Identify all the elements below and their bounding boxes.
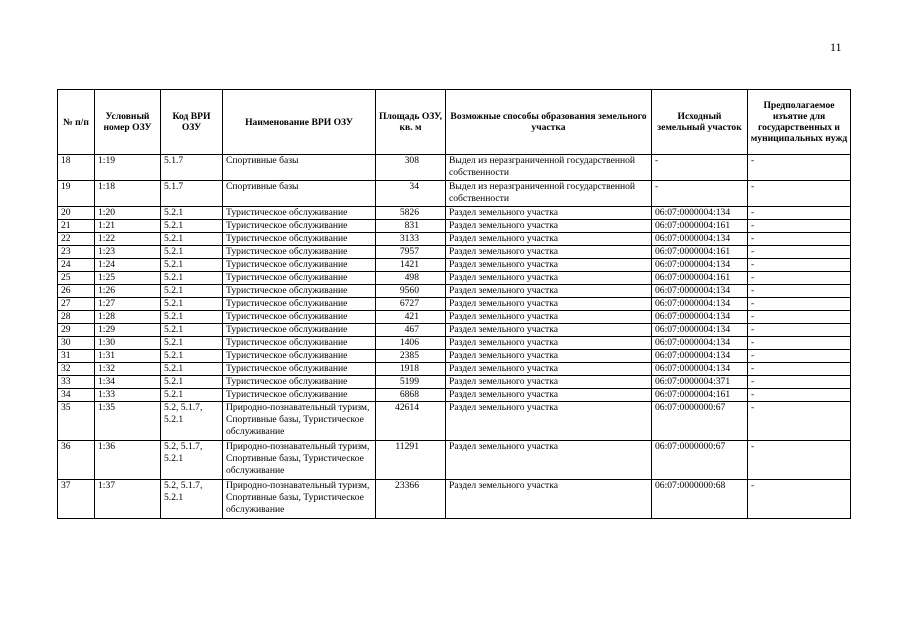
cell-use-name: Природно-познавательный туризм, Спортивные базы, Туристическое обслуживание bbox=[223, 441, 376, 480]
cell-use-code: 5.2.1 bbox=[161, 220, 223, 233]
cell-area: 5199 bbox=[376, 376, 446, 389]
cell-area: 498 bbox=[376, 272, 446, 285]
cell-row-number: 23 bbox=[58, 246, 95, 259]
cell-use-name: Спортивные базы bbox=[223, 155, 376, 181]
cell-formation-method: Раздел земельного участка bbox=[446, 311, 652, 324]
page-number: 11 bbox=[830, 40, 842, 54]
cell-plot-id: 1:33 bbox=[95, 389, 161, 402]
cell-use-name: Туристическое обслуживание bbox=[223, 272, 376, 285]
cell-source-plot: 06:07:0000004:134 bbox=[652, 337, 748, 350]
cell-source-plot: 06:07:0000000:67 bbox=[652, 441, 748, 480]
cell-withdrawal: - bbox=[748, 259, 851, 272]
cell-withdrawal: - bbox=[748, 220, 851, 233]
cell-formation-method: Раздел земельного участка bbox=[446, 272, 652, 285]
cell-use-code: 5.2.1 bbox=[161, 246, 223, 259]
cell-row-number: 34 bbox=[58, 389, 95, 402]
cell-source-plot: 06:07:0000004:134 bbox=[652, 350, 748, 363]
cell-area: 467 bbox=[376, 324, 446, 337]
cell-row-number: 24 bbox=[58, 259, 95, 272]
cell-area: 831 bbox=[376, 220, 446, 233]
cell-row-number: 28 bbox=[58, 311, 95, 324]
cell-use-code: 5.2.1 bbox=[161, 376, 223, 389]
cell-use-code: 5.2.1 bbox=[161, 272, 223, 285]
cell-withdrawal: - bbox=[748, 363, 851, 376]
cell-withdrawal: - bbox=[748, 285, 851, 298]
cell-plot-id: 1:21 bbox=[95, 220, 161, 233]
table-row bbox=[58, 324, 851, 337]
cell-formation-method: Раздел земельного участка bbox=[446, 480, 652, 519]
column-header-plot-id: Условный номер ОЗУ bbox=[95, 90, 161, 155]
cell-source-plot: 06:07:0000000:68 bbox=[652, 480, 748, 519]
cell-withdrawal: - bbox=[748, 337, 851, 350]
column-header-withdrawal: Предполагаемое изъятие для государственных и муниципальных нужд bbox=[748, 90, 851, 155]
cell-use-name: Природно-познавательный туризм, Спортивные базы, Туристическое обслуживание bbox=[223, 480, 376, 519]
cell-area: 5826 bbox=[376, 207, 446, 220]
cell-source-plot: 06:07:0000004:134 bbox=[652, 207, 748, 220]
cell-area: 11291 bbox=[376, 441, 446, 480]
cell-withdrawal: - bbox=[748, 350, 851, 363]
cell-use-code: 5.2.1 bbox=[161, 259, 223, 272]
table-row bbox=[58, 441, 851, 480]
cell-source-plot: 06:07:0000004:134 bbox=[652, 285, 748, 298]
cell-formation-method: Раздел земельного участка bbox=[446, 389, 652, 402]
cell-row-number: 21 bbox=[58, 220, 95, 233]
table-row bbox=[58, 363, 851, 376]
cell-area: 6727 bbox=[376, 298, 446, 311]
cell-row-number: 32 bbox=[58, 363, 95, 376]
cell-use-code: 5.2, 5.1.7, 5.2.1 bbox=[161, 402, 223, 441]
cell-plot-id: 1:23 bbox=[95, 246, 161, 259]
cell-use-code: 5.2.1 bbox=[161, 363, 223, 376]
cell-use-code: 5.1.7 bbox=[161, 181, 223, 207]
cell-use-code: 5.2.1 bbox=[161, 233, 223, 246]
cell-row-number: 36 bbox=[58, 441, 95, 480]
cell-plot-id: 1:27 bbox=[95, 298, 161, 311]
cell-formation-method: Раздел земельного участка bbox=[446, 337, 652, 350]
table-row bbox=[58, 402, 851, 441]
cell-plot-id: 1:34 bbox=[95, 376, 161, 389]
cell-use-name: Туристическое обслуживание bbox=[223, 233, 376, 246]
cell-area: 9560 bbox=[376, 285, 446, 298]
cell-source-plot: 06:07:0000004:134 bbox=[652, 298, 748, 311]
column-header-area: Площадь ОЗУ, кв. м bbox=[376, 90, 446, 155]
cell-use-code: 5.2.1 bbox=[161, 311, 223, 324]
cell-source-plot: 06:07:0000004:161 bbox=[652, 272, 748, 285]
cell-plot-id: 1:29 bbox=[95, 324, 161, 337]
cell-use-name: Природно-познавательный туризм, Спортивные базы, Туристическое обслуживание bbox=[223, 402, 376, 441]
cell-area: 2385 bbox=[376, 350, 446, 363]
cell-formation-method: Раздел земельного участка bbox=[446, 441, 652, 480]
cell-row-number: 20 bbox=[58, 207, 95, 220]
cell-formation-method: Раздел земельного участка bbox=[446, 298, 652, 311]
table-row bbox=[58, 389, 851, 402]
cell-plot-id: 1:37 bbox=[95, 480, 161, 519]
cell-row-number: 30 bbox=[58, 337, 95, 350]
cell-formation-method: Раздел земельного участка bbox=[446, 220, 652, 233]
cell-area: 1918 bbox=[376, 363, 446, 376]
table-row bbox=[58, 155, 851, 181]
cell-source-plot: 06:07:0000004:134 bbox=[652, 233, 748, 246]
cell-formation-method: Раздел земельного участка bbox=[446, 207, 652, 220]
cell-use-name: Туристическое обслуживание bbox=[223, 259, 376, 272]
cell-area: 421 bbox=[376, 311, 446, 324]
cell-plot-id: 1:22 bbox=[95, 233, 161, 246]
cell-source-plot: - bbox=[652, 155, 748, 181]
column-header-use-code: Код ВРИ ОЗУ bbox=[161, 90, 223, 155]
cell-withdrawal: - bbox=[748, 246, 851, 259]
cell-area: 7957 bbox=[376, 246, 446, 259]
table-row bbox=[58, 246, 851, 259]
cell-source-plot: 06:07:0000004:134 bbox=[652, 259, 748, 272]
cell-use-code: 5.1.7 bbox=[161, 155, 223, 181]
table-row bbox=[58, 350, 851, 363]
cell-use-code: 5.2.1 bbox=[161, 285, 223, 298]
cell-use-name: Туристическое обслуживание bbox=[223, 389, 376, 402]
cell-withdrawal: - bbox=[748, 480, 851, 519]
cell-use-name: Туристическое обслуживание bbox=[223, 337, 376, 350]
column-header-use-name: Наименование ВРИ ОЗУ bbox=[223, 90, 376, 155]
cell-source-plot: - bbox=[652, 181, 748, 207]
cell-withdrawal: - bbox=[748, 389, 851, 402]
cell-use-name: Туристическое обслуживание bbox=[223, 363, 376, 376]
table-row bbox=[58, 207, 851, 220]
cell-withdrawal: - bbox=[748, 233, 851, 246]
cell-use-code: 5.2, 5.1.7, 5.2.1 bbox=[161, 441, 223, 480]
cell-withdrawal: - bbox=[748, 155, 851, 181]
cell-plot-id: 1:32 bbox=[95, 363, 161, 376]
cell-withdrawal: - bbox=[748, 311, 851, 324]
cell-row-number: 26 bbox=[58, 285, 95, 298]
cell-plot-id: 1:19 bbox=[95, 155, 161, 181]
cell-area: 34 bbox=[376, 181, 446, 207]
column-header-number: № п/п bbox=[58, 90, 95, 155]
cell-use-code: 5.2.1 bbox=[161, 350, 223, 363]
cell-area: 308 bbox=[376, 155, 446, 181]
cell-row-number: 31 bbox=[58, 350, 95, 363]
cell-formation-method: Раздел земельного участка bbox=[446, 324, 652, 337]
table-row bbox=[58, 285, 851, 298]
cell-source-plot: 06:07:0000000:67 bbox=[652, 402, 748, 441]
cell-row-number: 25 bbox=[58, 272, 95, 285]
cell-use-name: Туристическое обслуживание bbox=[223, 285, 376, 298]
table-row bbox=[58, 298, 851, 311]
cell-row-number: 29 bbox=[58, 324, 95, 337]
table-row bbox=[58, 272, 851, 285]
cell-source-plot: 06:07:0000004:161 bbox=[652, 220, 748, 233]
cell-area: 42614 bbox=[376, 402, 446, 441]
column-header-formation-method: Возможные способы образования земельного участка bbox=[446, 90, 652, 155]
table-row bbox=[58, 337, 851, 350]
cell-formation-method: Раздел земельного участка bbox=[446, 402, 652, 441]
cell-use-name: Туристическое обслуживание bbox=[223, 376, 376, 389]
table-row bbox=[58, 220, 851, 233]
cell-plot-id: 1:18 bbox=[95, 181, 161, 207]
cell-use-name: Туристическое обслуживание bbox=[223, 246, 376, 259]
cell-withdrawal: - bbox=[748, 376, 851, 389]
cell-use-name: Туристическое обслуживание bbox=[223, 220, 376, 233]
cell-row-number: 35 bbox=[58, 402, 95, 441]
cell-plot-id: 1:26 bbox=[95, 285, 161, 298]
cell-use-name: Туристическое обслуживание bbox=[223, 298, 376, 311]
table-row bbox=[58, 311, 851, 324]
cell-formation-method: Выдел из неразграниченной государственной собственности bbox=[446, 155, 652, 181]
cell-plot-id: 1:30 bbox=[95, 337, 161, 350]
cell-formation-method: Раздел земельного участка bbox=[446, 233, 652, 246]
cell-row-number: 27 bbox=[58, 298, 95, 311]
cell-use-name: Туристическое обслуживание bbox=[223, 311, 376, 324]
cell-withdrawal: - bbox=[748, 298, 851, 311]
cell-area: 1406 bbox=[376, 337, 446, 350]
cell-plot-id: 1:36 bbox=[95, 441, 161, 480]
cell-area: 3133 bbox=[376, 233, 446, 246]
table-row bbox=[58, 259, 851, 272]
cell-source-plot: 06:07:0000004:134 bbox=[652, 311, 748, 324]
cell-area: 23366 bbox=[376, 480, 446, 519]
cell-source-plot: 06:07:0000004:371 bbox=[652, 376, 748, 389]
table-row bbox=[58, 181, 851, 207]
cell-row-number: 19 bbox=[58, 181, 95, 207]
cell-source-plot: 06:07:0000004:134 bbox=[652, 363, 748, 376]
cell-formation-method: Раздел земельного участка bbox=[446, 350, 652, 363]
cell-source-plot: 06:07:0000004:161 bbox=[652, 389, 748, 402]
cell-formation-method: Раздел земельного участка bbox=[446, 376, 652, 389]
cell-use-code: 5.2.1 bbox=[161, 324, 223, 337]
table-body bbox=[58, 155, 851, 519]
cell-use-name: Спортивные базы bbox=[223, 181, 376, 207]
cell-use-name: Туристическое обслуживание bbox=[223, 207, 376, 220]
cell-withdrawal: - bbox=[748, 441, 851, 480]
cell-withdrawal: - bbox=[748, 272, 851, 285]
cell-use-code: 5.2.1 bbox=[161, 207, 223, 220]
cell-area: 6868 bbox=[376, 389, 446, 402]
cell-plot-id: 1:35 bbox=[95, 402, 161, 441]
cell-formation-method: Выдел из неразграниченной государственной собственности bbox=[446, 181, 652, 207]
cell-withdrawal: - bbox=[748, 402, 851, 441]
cell-withdrawal: - bbox=[748, 324, 851, 337]
cell-formation-method: Раздел земельного участка bbox=[446, 259, 652, 272]
cell-row-number: 18 bbox=[58, 155, 95, 181]
table-header-row bbox=[58, 90, 851, 155]
cell-row-number: 22 bbox=[58, 233, 95, 246]
cell-plot-id: 1:24 bbox=[95, 259, 161, 272]
land-plots-table bbox=[57, 89, 851, 519]
cell-withdrawal: - bbox=[748, 207, 851, 220]
cell-area: 1421 bbox=[376, 259, 446, 272]
table-row bbox=[58, 376, 851, 389]
cell-plot-id: 1:31 bbox=[95, 350, 161, 363]
cell-withdrawal: - bbox=[748, 181, 851, 207]
cell-formation-method: Раздел земельного участка bbox=[446, 246, 652, 259]
column-header-source-plot: Исходный земельный участок bbox=[652, 90, 748, 155]
cell-use-code: 5.2.1 bbox=[161, 389, 223, 402]
cell-plot-id: 1:25 bbox=[95, 272, 161, 285]
cell-use-name: Туристическое обслуживание bbox=[223, 350, 376, 363]
cell-source-plot: 06:07:0000004:161 bbox=[652, 246, 748, 259]
cell-use-code: 5.2.1 bbox=[161, 337, 223, 350]
cell-plot-id: 1:28 bbox=[95, 311, 161, 324]
cell-formation-method: Раздел земельного участка bbox=[446, 363, 652, 376]
cell-row-number: 33 bbox=[58, 376, 95, 389]
cell-source-plot: 06:07:0000004:134 bbox=[652, 324, 748, 337]
cell-row-number: 37 bbox=[58, 480, 95, 519]
table-row bbox=[58, 480, 851, 519]
cell-formation-method: Раздел земельного участка bbox=[446, 285, 652, 298]
cell-plot-id: 1:20 bbox=[95, 207, 161, 220]
table-row bbox=[58, 233, 851, 246]
cell-use-name: Туристическое обслуживание bbox=[223, 324, 376, 337]
cell-use-code: 5.2, 5.1.7, 5.2.1 bbox=[161, 480, 223, 519]
cell-use-code: 5.2.1 bbox=[161, 298, 223, 311]
